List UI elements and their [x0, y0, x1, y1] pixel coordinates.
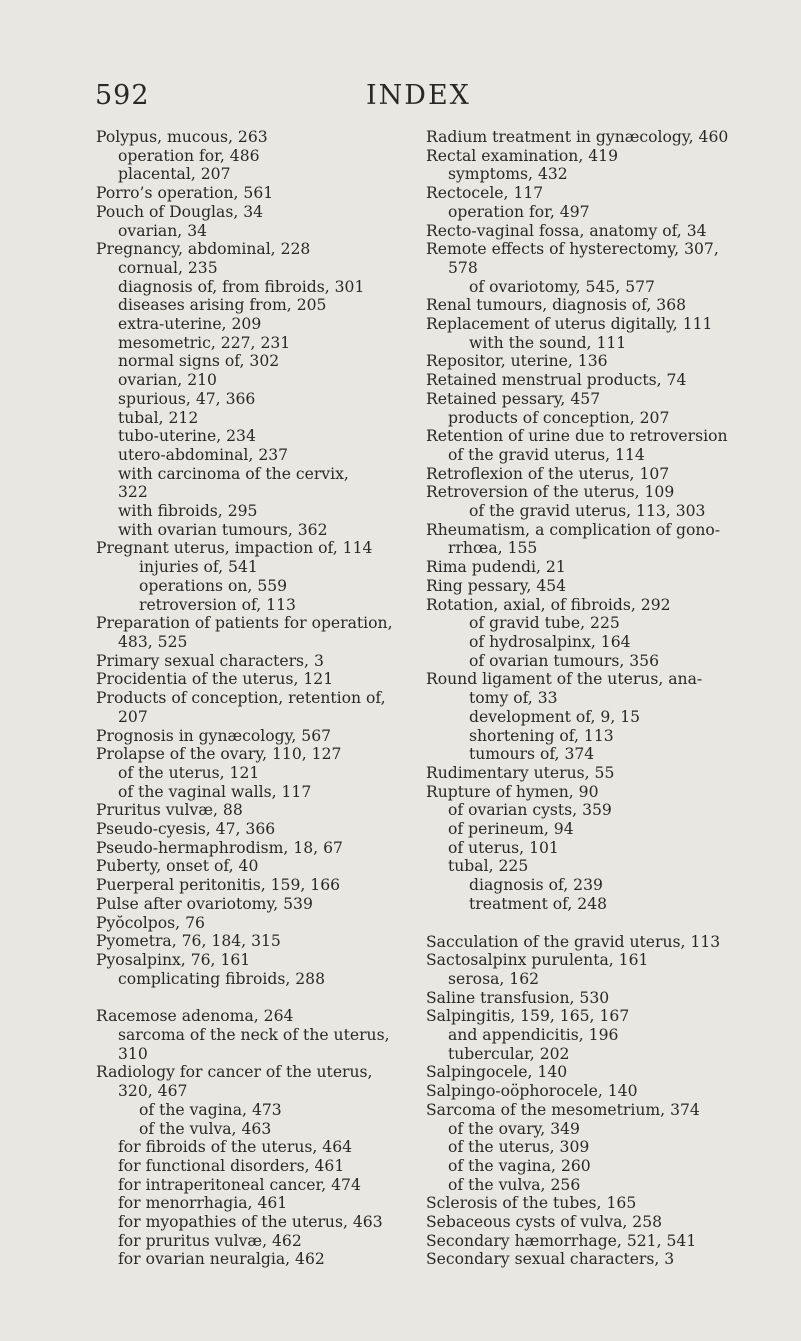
index-entry: Rheumatism, a complication of gono-	[426, 520, 721, 539]
index-entry: Sacculation of the gravid uterus, 113	[426, 932, 721, 951]
index-subentry: of the uterus, 309	[448, 1138, 590, 1157]
index-subentry: cornual, 235	[118, 258, 218, 277]
index-subentry: of the uterus, 121	[118, 763, 260, 782]
index-entry: Retroversion of the uterus, 109	[426, 483, 675, 502]
page-number: 592	[95, 80, 150, 111]
index-entry: Rupture of hymen, 90	[426, 782, 599, 801]
page-header	[0, 80, 801, 120]
index-entry: Repositor, uterine, 136	[426, 352, 608, 371]
index-subentry: spurious, 47, 366	[118, 389, 256, 408]
index-subentry: 320, 467	[118, 1082, 188, 1101]
index-entry: Retained pessary, 457	[426, 389, 601, 408]
index-entry: Ring pessary, 454	[426, 576, 567, 595]
index-subentry: of the gravid uterus, 113, 303	[469, 502, 706, 521]
index-entry: Recto-vaginal fossa, anatomy of, 34	[426, 221, 707, 240]
index-entry: Sebaceous cysts of vulva, 258	[426, 1213, 663, 1232]
index-subentry: 578	[448, 258, 478, 277]
index-subentry: tubercular, 202	[448, 1044, 570, 1063]
index-entry: Pyŏcolpos, 76	[96, 913, 205, 932]
index-subentry: utero-abdominal, 237	[118, 445, 289, 464]
index-subentry: 207	[118, 707, 148, 726]
index-subentry: of the vaginal walls, 117	[118, 782, 312, 801]
index-subentry: diseases arising from, 205	[118, 296, 327, 315]
index-entry: Puerperal peritonitis, 159, 166	[96, 876, 341, 895]
index-subentry: of the gravid uterus, 114	[448, 445, 645, 464]
index-subentry: tumours of, 374	[469, 745, 595, 764]
index-subentry: 322	[118, 483, 148, 502]
index-subentry: normal signs of, 302	[118, 352, 280, 371]
index-subentry: of gravid tube, 225	[469, 614, 620, 633]
index-subentry: with carcinoma of the cervix,	[118, 464, 349, 483]
index-subentry: and appendicitis, 196	[448, 1026, 619, 1045]
index-entry: Pregnancy, abdominal, 228	[96, 240, 311, 259]
index-entry: Retention of urine due to retroversion	[426, 427, 728, 446]
index-entry: Salpingocele, 140	[426, 1063, 568, 1082]
index-subentry: for menorrhagia, 461	[118, 1194, 288, 1213]
index-entry: Puberty, onset of, 40	[96, 857, 259, 876]
index-subentry: operation for, 497	[448, 202, 590, 221]
index-subentry: of uterus, 101	[448, 838, 559, 857]
index-subentry: for intraperitoneal cancer, 474	[118, 1175, 361, 1194]
index-entry: Rima pudendi, 21	[426, 558, 566, 577]
index-subentry: of the vagina, 473	[139, 1100, 282, 1119]
index-subentry: treatment of, 248	[469, 894, 608, 913]
index-subentry: tomy of, 33	[469, 689, 558, 708]
index-subentry: shortening of, 113	[469, 726, 614, 745]
index-subentry: with fibroids, 295	[118, 502, 258, 521]
index-column-left	[96, 128, 416, 1269]
index-entry: Rotation, axial, of fibroids, 292	[426, 595, 671, 614]
index-entry: Pyosalpinx, 76, 161	[96, 950, 251, 969]
index-entry: Pruritus vulvæ, 88	[96, 801, 243, 820]
index-subentry: 310	[118, 1044, 148, 1063]
index-subentry: of ovarian tumours, 356	[469, 651, 660, 670]
index-subentry: of hydrosalpinx, 164	[469, 632, 631, 651]
index-entry: Secondary sexual characters, 3	[426, 1250, 675, 1269]
index-entry: Pouch of Douglas, 34	[96, 202, 264, 221]
index-subentry: injuries of, 541	[139, 558, 258, 577]
index-subentry: of ovariotomy, 545, 577	[469, 277, 655, 296]
index-subentry: tubal, 225	[448, 857, 529, 876]
index-entry: Radiology for cancer of the uterus,	[96, 1063, 373, 1082]
index-entry: Replacement of uterus digitally, 111	[426, 315, 713, 334]
index-subentry: with ovarian tumours, 362	[118, 520, 328, 539]
index-subentry: sarcoma of the neck of the uterus,	[118, 1026, 390, 1045]
index-entry: Secondary hæmorrhage, 521, 541	[426, 1231, 697, 1250]
index-entry: Prolapse of the ovary, 110, 127	[96, 745, 342, 764]
index-entry: Prognosis in gynæcology, 567	[96, 726, 332, 745]
index-subentry: of the vulva, 256	[448, 1175, 581, 1194]
index-entry: Products of conception, retention of,	[96, 689, 386, 708]
index-subentry: extra-uterine, 209	[118, 315, 262, 334]
index-entry: Porro’s operation, 561	[96, 184, 274, 203]
index-subentry: of the ovary, 349	[448, 1119, 580, 1138]
index-entry: Salpingitis, 159, 165, 167	[426, 1007, 630, 1026]
index-subentry: for functional disorders, 461	[118, 1156, 345, 1175]
index-subentry: of ovarian cysts, 359	[448, 801, 612, 820]
index-subentry: tubal, 212	[118, 408, 199, 427]
index-subentry: operations on, 559	[139, 576, 288, 595]
index-subentry: of perineum, 94	[448, 820, 574, 839]
index-subentry: placental, 207	[118, 165, 231, 184]
index-entry: Sclerosis of the tubes, 165	[426, 1194, 637, 1213]
index-subentry: for fibroids of the uterus, 464	[118, 1138, 353, 1157]
index-subentry: with the sound, 111	[469, 333, 627, 352]
index-column-right	[426, 128, 756, 1269]
index-entry: Preparation of patients for operation,	[96, 614, 393, 633]
index-subentry: diagnosis of, 239	[469, 876, 603, 895]
index-subentry: 483, 525	[118, 632, 188, 651]
index-subentry: serosa, 162	[448, 969, 540, 988]
section-gap	[426, 914, 756, 933]
index-subentry: for ovarian neuralgia, 462	[118, 1250, 325, 1269]
index-entry: Radium treatment in gynæcology, 460	[426, 128, 729, 146]
index-entry: Primary sexual characters, 3	[96, 651, 324, 670]
index-subentry: ovarian, 210	[118, 371, 217, 390]
index-subentry: development of, 9, 15	[469, 707, 641, 726]
index-subentry: of the vagina, 260	[448, 1156, 591, 1175]
index-entry: Pyometra, 76, 184, 315	[96, 932, 281, 951]
index-subentry: retroversion of, 113	[139, 595, 296, 614]
index-entry: Retained menstrual products, 74	[426, 371, 687, 390]
index-subentry: for myopathies of the uterus, 463	[118, 1213, 383, 1232]
index-subentry: ovarian, 34	[118, 221, 208, 240]
index-entry: Retroflexion of the uterus, 107	[426, 464, 670, 483]
index-entry: Rudimentary uterus, 55	[426, 763, 615, 782]
index-subentry: mesometric, 227, 231	[118, 333, 291, 352]
index-subentry: for pruritus vulvæ, 462	[118, 1231, 302, 1250]
running-head: INDEX	[366, 80, 471, 111]
index-entry: Pseudo-cyesis, 47, 366	[96, 820, 276, 839]
index-entry: Salpingo-oöphorocele, 140	[426, 1082, 638, 1101]
index-entry: Procidentia of the uterus, 121	[96, 670, 334, 689]
index-entry: Remote effects of hysterectomy, 307,	[426, 240, 719, 259]
index-subentry: of the vulva, 463	[139, 1119, 272, 1138]
index-entry: Renal tumours, diagnosis of, 368	[426, 296, 687, 315]
index-entry: Racemose adenoma, 264	[96, 1007, 294, 1026]
index-entry: Polypus, mucous, 263	[96, 128, 268, 146]
index-subentry: diagnosis of, from fibroids, 301	[118, 277, 365, 296]
index-entry: Rectocele, 117	[426, 184, 544, 203]
index-entry: Pulse after ovariotomy, 539	[96, 894, 313, 913]
index-subentry: tubo-uterine, 234	[118, 427, 256, 446]
index-subentry: symptoms, 432	[448, 165, 568, 184]
index-entry: Pseudo-hermaphrodism, 18, 67	[96, 838, 343, 857]
index-subentry: products of conception, 207	[448, 408, 670, 427]
index-entry: Round ligament of the uterus, ana-	[426, 670, 703, 689]
index-entry: Rectal examination, 419	[426, 146, 619, 165]
index-subentry: operation for, 486	[118, 146, 260, 165]
index-entry: Saline transfusion, 530	[426, 988, 610, 1007]
index-subentry: rrhœa, 155	[448, 539, 538, 558]
index-entry: Pregnant uterus, impaction of, 114	[96, 539, 373, 558]
index-entry: Sactosalpinx purulenta, 161	[426, 951, 649, 970]
index-entry: Sarcoma of the mesometrium, 374	[426, 1100, 700, 1119]
section-gap	[96, 988, 416, 1007]
index-subentry: complicating fibroids, 288	[118, 969, 326, 988]
